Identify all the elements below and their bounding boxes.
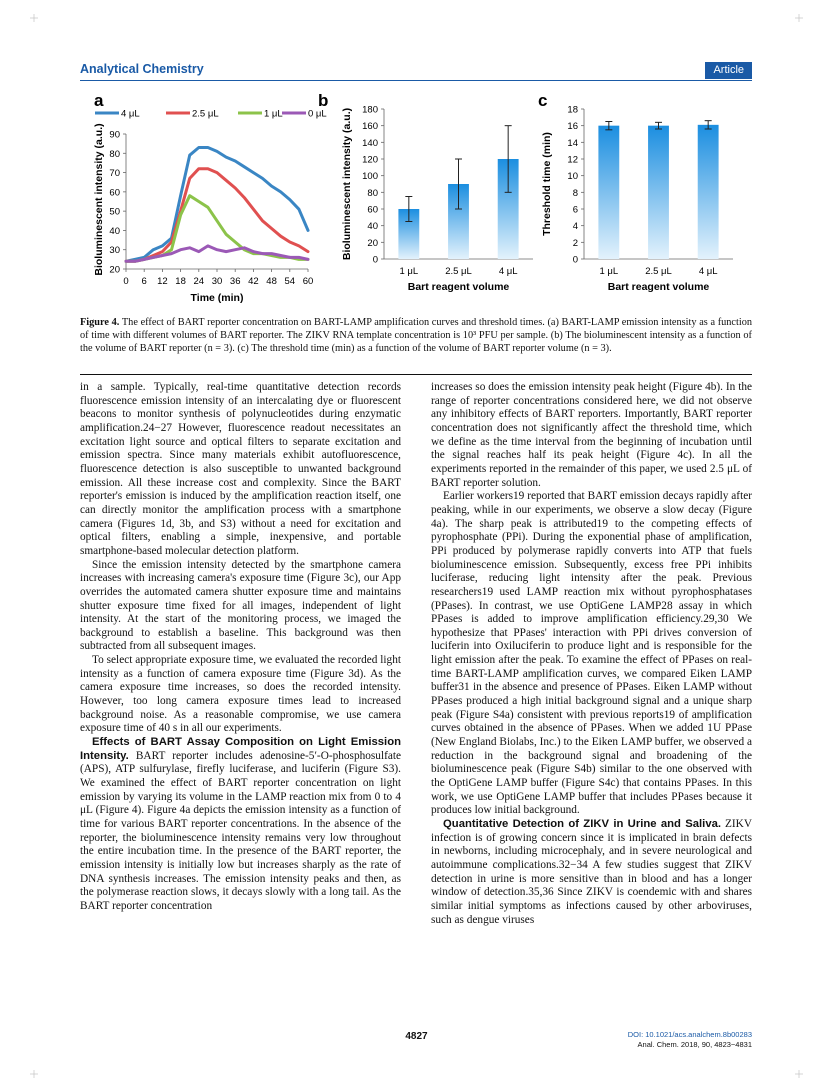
panel-letter: c <box>538 91 548 110</box>
y-tick-label: 40 <box>367 221 378 233</box>
paragraph: in a sample. Typically, real-time quantitative detection records fluorescence emission intensity of an intercalating dye or fluorescent beacons to monitor synthesis of polynucleotides during enzymatic amplification.24−27 However, fluorescence readout necessitates an excitation light source and optical filters to separate excitation and emission spectra. Since many materials exhibit autofluorescence, fluorescence detection is also susceptible to unwanted background emission. All these increase cost and complexity. Since the BART reporter's emission is induced by the amplification reaction itself, one can directly monitor the amplification process with a smartphone camera (Figures 1d, 3b, and S3) without a need for excitation and optical filters, enabling a simple, inexpensive, and portable smartphone-based molecular detection platform. <box>80 381 401 557</box>
y-axis-title: Bioluminescent intensity (a.u.) <box>341 107 353 261</box>
panel-letter: b <box>318 91 329 110</box>
x-tick-label: 6 <box>141 276 147 287</box>
divider <box>80 374 752 375</box>
y-axis-title: Threshold time (min) <box>541 132 553 236</box>
y-tick-label: 14 <box>567 137 578 149</box>
x-tick-label: 1 μL <box>599 266 619 277</box>
y-tick-label: 160 <box>362 121 378 133</box>
y-tick-label: 0 <box>572 254 578 266</box>
y-tick-label: 8 <box>572 187 578 199</box>
bar <box>598 126 619 259</box>
page-number: 4827 <box>405 1031 428 1042</box>
y-tick-label: 60 <box>367 204 378 216</box>
series-line-1 <box>126 169 308 262</box>
y-tick-label: 80 <box>109 148 120 160</box>
y-tick-label: 60 <box>109 187 120 199</box>
x-tick-label: 4 μL <box>498 266 518 277</box>
y-tick-label: 18 <box>567 104 578 116</box>
crop-mark <box>795 14 803 22</box>
column-left <box>80 381 401 914</box>
crop-mark <box>30 14 38 22</box>
y-tick-label: 16 <box>567 121 578 133</box>
x-tick-label: 4 μL <box>698 266 718 277</box>
footer-citation <box>628 1030 752 1049</box>
figure-caption <box>80 316 752 355</box>
paragraph: increases so does the emission intensity peak height (Figure 4b). In the range of reporter concentrations considered here, we did not observe any inhibitory effects of BART reporters. Importantly, BART reporter concentration does not significantly affect the threshold time, which we define as the time interval from the beginning of incubation until the signal reaches half its peak height (Figure 4c). In all the experiments reported in the remainder of this paper, we used 2.5 μL of BART reporter solution. <box>431 381 752 489</box>
y-tick-label: 20 <box>109 264 120 276</box>
y-tick-label: 140 <box>362 137 378 149</box>
column-right <box>431 381 752 927</box>
y-tick-label: 80 <box>367 187 378 199</box>
x-tick-label: 12 <box>157 276 168 287</box>
x-tick-label: 24 <box>193 276 205 287</box>
paragraph: Since the emission intensity detected by the smartphone camera increases with increasing camera's exposure time (Figure 3c), our App overrides the automated camera shutter exposure time and maintains shutter exposure time fixed for all images, independent of light intensity. At the start of the monitoring process, we imaged the background to establish a baseline. This background was then subtracted from all subsequent images. <box>80 558 401 653</box>
y-tick-label: 10 <box>567 171 578 183</box>
paragraph: ZIKV infection is of growing concern since it is implicated in brain defects in newborns, including microcephaly, and in severe neurological and autoimmune complications.32−34 A few studies suggest that ZIKV detection in urine is more sensitive than in blood and has a longer window of detection.35,36 Since ZIKV is coendemic with and shares similar initial symptoms as infections caused by other arboviruses, such as dengue viruses <box>431 818 752 926</box>
legend-label: 4 μL <box>121 108 140 120</box>
y-tick-label: 100 <box>362 171 378 183</box>
x-tick-label: 48 <box>266 276 277 287</box>
x-tick-label: 30 <box>211 276 223 287</box>
legend-label: 0 μL <box>308 108 327 120</box>
journal-name[interactable]: Analytical Chemistry <box>80 62 204 76</box>
y-tick-label: 180 <box>362 104 378 116</box>
paragraph: BART reporter includes adenosine-5′-O-phosphosulfate (APS), ATP sulfurylase, firefly luciferase, and luciferin (Figure S3). We examined the effect of BART reporter concentration on light emission by varying its volume in the LAMP reaction mix from 0 to 4 μL (Figure 4). Figure 4a depicts the emission intensity as a function of time for various BART reporter concentrations. In the absence of the reporter, the bioluminescence intensity remains very low throughout the entire incubation time. In the presence of the BART reporter, the emission intensity is initially low but increases sharply as the rate of DNA synthesis increases. The emission intensity peaks and then, as the polymerase reaction slows, it decays slowly with a long tail. As the BART reporter concentration <box>80 749 402 912</box>
x-tick-label: 60 <box>302 276 314 287</box>
x-tick-label: 42 <box>248 276 259 287</box>
figure-4 <box>80 86 752 308</box>
figure-caption-text: The effect of BART reporter concentration on BART-LAMP amplification curves and threshold times. (a) BART-LAMP emission intensity as a function of time with different volumes of BART reporter. The ZIKV RNA template concentration is 10³ PFU per sample. (b) The bioluminescent intensity as a function of the volume of BART reporter (n = 3). (c) The threshold time (min) as a function of the volume of BART reporter volume (n = 3). <box>80 317 753 354</box>
x-axis-title: Time (min) <box>190 292 244 304</box>
series-line-0 <box>126 148 308 262</box>
x-tick-label: 2.5 μL <box>445 266 472 277</box>
y-tick-label: 120 <box>362 154 378 166</box>
legend-label: 2.5 μL <box>192 108 219 120</box>
journal-citation: Anal. Chem. 2018, 90, 4823−4831 <box>637 1039 752 1049</box>
y-tick-label: 30 <box>109 245 120 257</box>
panel-c-bar-chart <box>538 91 733 293</box>
y-tick-label: 20 <box>367 237 378 249</box>
legend-label: 1 μL <box>264 108 283 120</box>
y-tick-label: 6 <box>572 204 578 216</box>
doi-link[interactable]: DOI: 10.1021/acs.analchem.8b00283 <box>627 1030 752 1039</box>
y-tick-label: 0 <box>372 254 378 266</box>
x-tick-label: 0 <box>123 276 129 287</box>
x-axis-title: Bart reagent volume <box>607 281 710 293</box>
x-tick-label: 54 <box>284 276 296 287</box>
section-heading: Quantitative Detection of ZIKV in Urine and Saliva. <box>443 818 722 830</box>
article-type-badge: Article <box>705 62 752 79</box>
x-tick-label: 1 μL <box>399 266 419 277</box>
paragraph: To select appropriate exposure time, we evaluated the recorded light intensity as a function of camera exposure time (Figure 3d). As the camera exposure time increases, so does the recorded intensity. However, too long camera exposure times lead to increased background noise. As a reasonable compromise, we use camera exposure time of 40 s in all our experiments. <box>80 654 401 735</box>
panel-b-bar-chart <box>318 91 533 293</box>
figure-caption-label: Figure 4. <box>80 317 120 328</box>
paragraph: Earlier workers19 reported that BART emission decays rapidly after peaking, while in our experiments, we observe a slow decay (Figure 4a). The sharp peak is attributed19 to the competing effects of pyrophosphate (PPi). During the exponential phase of amplification, PPi produced by polymerase rapidly converts into ATP that fuels bioluminescence emission. Subsequently, excess free PPi inhibits luciferase, reducing light intensity after the peak. Previous researchers19 used LAMP reaction mix without pyrophosphatases (PPases). In contrast, we use OptiGene LAMP28 assay in which PPases is added to improve amplification efficiency.29,30 We hypothesize that PPases' interaction with PPi drives conversion of luciferin into Oxiluciferin to produce light and is responsible for the light emission after the peak. To examine the effect of PPases on real-time BART-LAMP amplification curves, we compared Eiken LAMP buffer31 in the absence and presence of PPases. Eiken LAMP without PPases produced a high initial background signal and a unique sharp peak (Figure S4a) consistent with previous reports19 of amplification curves obtained in the absence of PPases. When we added 1U PPase (New England Biolabs, Inc.) to the Eiken LAMP buffer, we observed a reduction in the background signal and broadening of the bioluminescence peak (Figure S4b) similar to the one observed with the OptiGene LAMP buffer (Figure S4c) that contains PPases. In this work, we use OptiGene LAMP buffer that includes PPases because it produces low initial background. <box>431 490 752 817</box>
panel-a-line-chart <box>93 91 327 304</box>
x-tick-label: 2.5 μL <box>645 266 672 277</box>
running-header <box>80 62 752 81</box>
x-tick-label: 36 <box>229 276 241 287</box>
crop-mark <box>795 1070 803 1078</box>
y-tick-label: 70 <box>109 168 120 180</box>
y-tick-label: 40 <box>109 225 120 237</box>
crop-mark <box>30 1070 38 1078</box>
y-tick-label: 4 <box>572 221 578 233</box>
y-tick-label: 90 <box>109 129 120 141</box>
y-tick-label: 2 <box>572 237 578 249</box>
bar <box>698 125 719 259</box>
x-axis-title: Bart reagent volume <box>407 281 510 293</box>
y-tick-label: 12 <box>567 154 578 166</box>
y-tick-label: 50 <box>109 206 120 218</box>
bar <box>648 126 669 259</box>
section-heading: Effects of BART Assay Composition on Light Emission Intensity. <box>80 736 401 762</box>
panel-letter: a <box>94 91 104 110</box>
x-tick-label: 18 <box>175 276 186 287</box>
y-axis-title: Bioluminescent intensity (a.u.) <box>93 123 105 276</box>
